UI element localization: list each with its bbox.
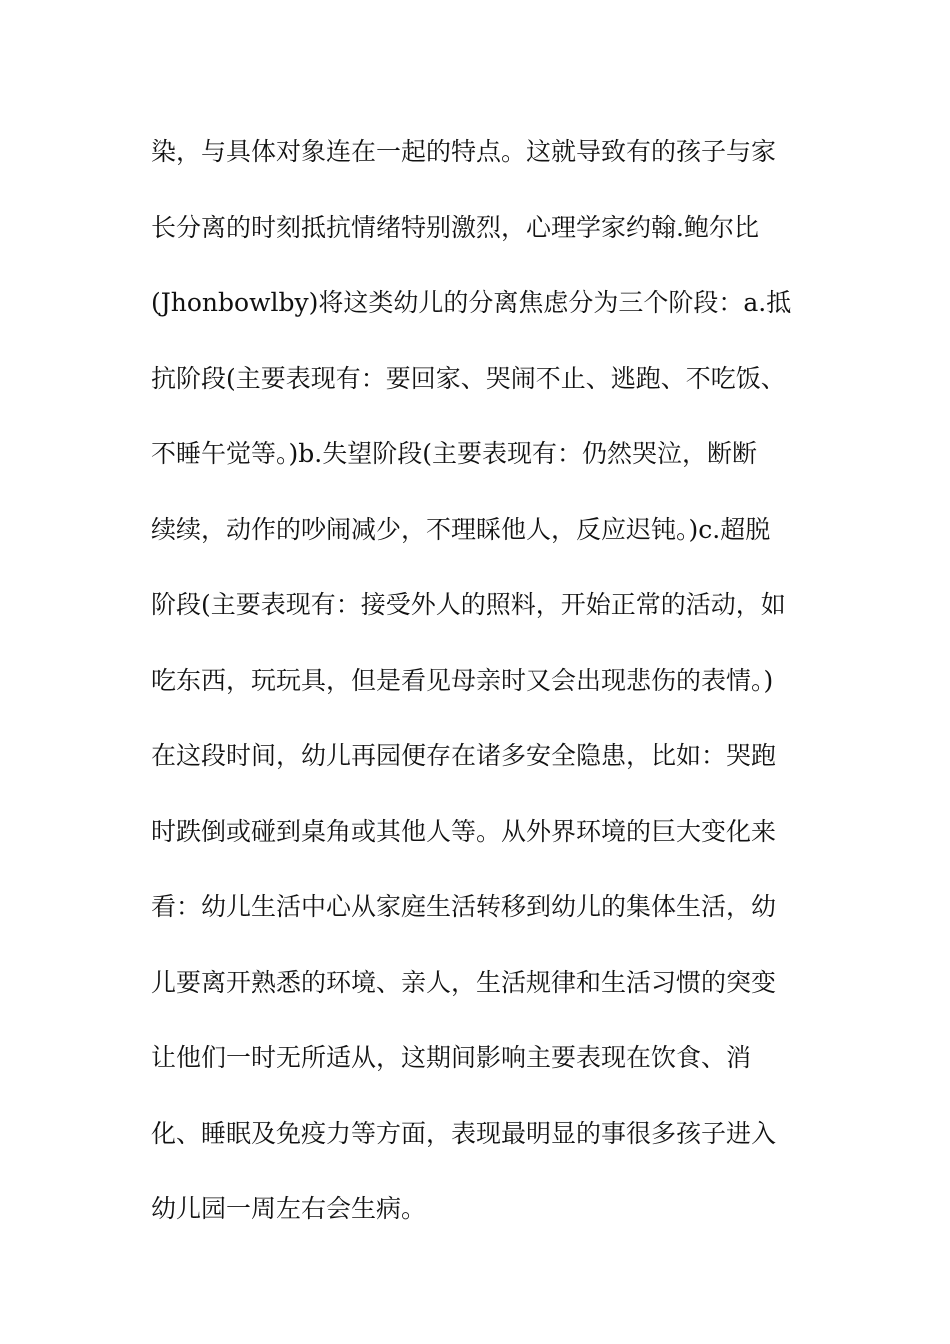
text-line: 长分离的时刻抵抗情绪特别激烈，心理学家约翰.鲍尔比 [151, 212, 759, 242]
text-line: 让他们一时无所适从，这期间影响主要表现在饮食、消 [151, 1043, 752, 1072]
text-line: (Jhonbowlby)将这类幼儿的分离焦虑分为三个阶段：a.抵 [151, 288, 792, 317]
text-line: 抗阶段(主要表现有：要回家、哭闹不止、逃跑、不吃饭、 [151, 363, 786, 393]
text-line: 染，与具体对象连在一起的特点。这就导致有的孩子与家 [151, 137, 777, 166]
text-line: 阶段(主要表现有：接受外人的照料，开始正常的活动，如 [151, 590, 786, 619]
text-line: 看：幼儿生活中心从家庭生活转移到幼儿的集体生活，幼 [151, 892, 777, 921]
text-line: 幼儿园一周左右会生病。 [151, 1194, 427, 1223]
text-line: 时跌倒或碰到桌角或其他人等。从外界环境的巨大变化来 [151, 816, 777, 846]
text-line: 续续，动作的吵闹减少，不理睬他人，反应迟钝。)c.超脱 [151, 514, 771, 544]
text-line: 不睡午觉等。)b.失望阶段(主要表现有：仍然哭泣，断断 [151, 439, 757, 468]
text-line: 吃东西，玩玩具，但是看见母亲时又会出现悲伤的表情。) [151, 665, 774, 695]
text-line: 在这段时间，幼儿再园便存在诸多安全隐患，比如：哭跑 [151, 741, 777, 770]
text-line: 化、睡眠及免疫力等方面，表现最明显的事很多孩子进入 [151, 1118, 777, 1148]
body-paragraph [151, 128, 811, 1261]
text-line: 儿要离开熟悉的环境、亲人，生活规律和生活习惯的突变 [151, 967, 777, 997]
